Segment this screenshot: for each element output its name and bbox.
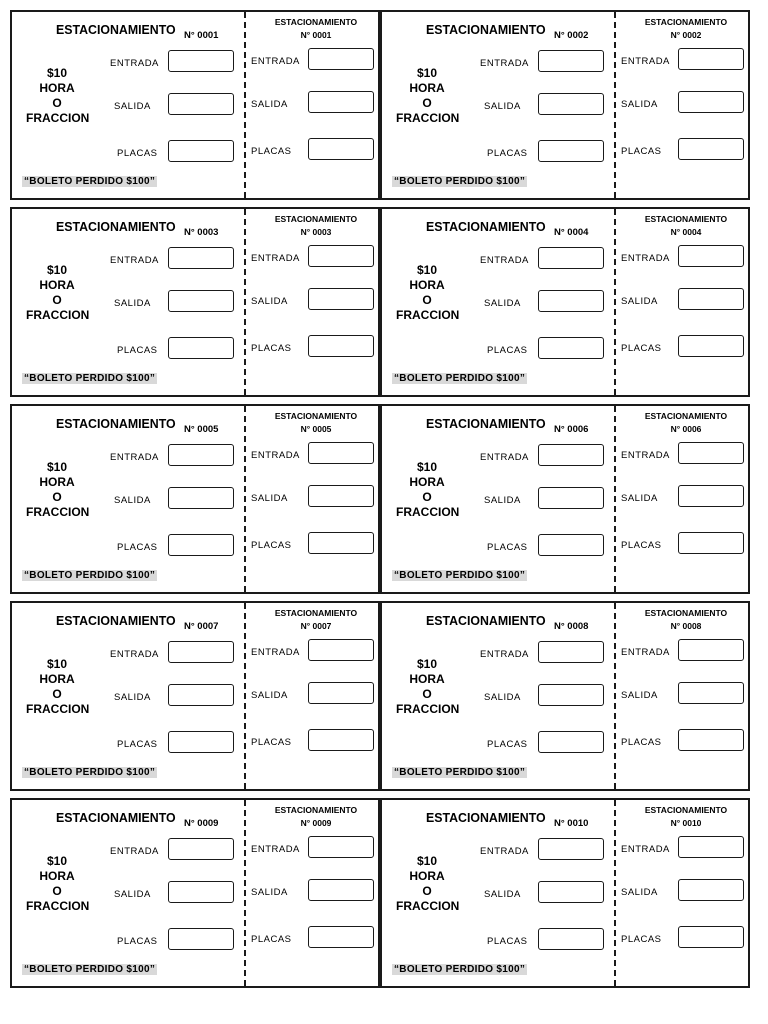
price-or: O	[52, 884, 62, 898]
stub-placas-label: PLACAS	[621, 934, 662, 945]
placas-field[interactable]	[168, 140, 234, 162]
ticket-number: N° 0004	[554, 227, 589, 238]
ticket-number: N° 0006	[554, 424, 589, 435]
stub-entrada-field[interactable]	[308, 836, 374, 858]
stub-placas-field[interactable]	[308, 729, 374, 751]
stub-placas-label: PLACAS	[621, 540, 662, 551]
salida-field[interactable]	[538, 290, 604, 312]
stub-salida-label: SALIDA	[621, 887, 658, 898]
stub-entrada-label: ENTRADA	[251, 844, 300, 855]
price-unit: HORA	[39, 475, 75, 489]
stub-title: ESTACIONAMIENTO	[274, 17, 358, 27]
entrada-label: ENTRADA	[110, 649, 159, 660]
stub-salida-field[interactable]	[308, 288, 374, 310]
ticket-title: ESTACIONAMIENTO	[56, 416, 176, 431]
stub-salida-field[interactable]	[308, 682, 374, 704]
stub-number: N° 0007	[300, 621, 332, 631]
parking-ticket	[380, 601, 750, 791]
tear-line	[244, 12, 246, 198]
stub-salida-field[interactable]	[678, 485, 744, 507]
stub-entrada-field[interactable]	[308, 48, 374, 70]
stub-entrada-field[interactable]	[678, 48, 744, 70]
stub-title: ESTACIONAMIENTO	[644, 805, 728, 815]
lost-ticket-notice: “BOLETO PERDIDO $100”	[24, 570, 156, 581]
stub-salida-field[interactable]	[308, 91, 374, 113]
price-amount: $10	[416, 854, 438, 868]
price-block	[396, 460, 458, 520]
tear-line	[244, 209, 246, 395]
stub-salida-label: SALIDA	[251, 493, 288, 504]
stub-salida-field[interactable]	[678, 879, 744, 901]
ticket-title: ESTACIONAMIENTO	[426, 810, 546, 825]
stub-entrada-label: ENTRADA	[621, 253, 670, 264]
stub-title: ESTACIONAMIENTO	[644, 17, 728, 27]
tear-line	[244, 406, 246, 592]
parking-ticket	[10, 798, 380, 988]
price-amount: $10	[46, 460, 68, 474]
price-or: O	[52, 687, 62, 701]
stub-title: ESTACIONAMIENTO	[644, 411, 728, 421]
stub-title: ESTACIONAMIENTO	[274, 805, 358, 815]
salida-field[interactable]	[538, 487, 604, 509]
placas-field[interactable]	[538, 337, 604, 359]
ticket-number: N° 0005	[184, 424, 219, 435]
price-or: O	[52, 96, 62, 110]
stub-entrada-label: ENTRADA	[621, 450, 670, 461]
placas-field[interactable]	[168, 731, 234, 753]
price-or: O	[422, 884, 432, 898]
placas-label: PLACAS	[117, 345, 158, 356]
salida-label: SALIDA	[484, 889, 521, 900]
ticket-title: ESTACIONAMIENTO	[56, 810, 176, 825]
price-or: O	[422, 490, 432, 504]
stub-placas-field[interactable]	[308, 138, 374, 160]
stub-placas-label: PLACAS	[251, 146, 292, 157]
stub-entrada-label: ENTRADA	[621, 647, 670, 658]
stub-title: ESTACIONAMIENTO	[644, 214, 728, 224]
salida-field[interactable]	[538, 881, 604, 903]
placas-label: PLACAS	[487, 739, 528, 750]
tear-line	[614, 209, 616, 395]
price-amount: $10	[46, 66, 68, 80]
entrada-label: ENTRADA	[480, 649, 529, 660]
price-block	[396, 854, 458, 914]
salida-field[interactable]	[168, 881, 234, 903]
price-or: O	[422, 687, 432, 701]
stub-entrada-field[interactable]	[678, 639, 744, 661]
entrada-field[interactable]	[538, 50, 604, 72]
tear-line	[244, 603, 246, 789]
price-fraction: FRACCION	[396, 505, 460, 519]
stub-salida-field[interactable]	[678, 288, 744, 310]
stub-entrada-label: ENTRADA	[251, 647, 300, 658]
ticket-title: ESTACIONAMIENTO	[426, 416, 546, 431]
placas-label: PLACAS	[487, 148, 528, 159]
entrada-field[interactable]	[538, 247, 604, 269]
stub-entrada-field[interactable]	[678, 245, 744, 267]
stub-salida-field[interactable]	[678, 91, 744, 113]
parking-ticket	[10, 601, 380, 791]
stub-entrada-field[interactable]	[678, 836, 744, 858]
ticket-title: ESTACIONAMIENTO	[426, 613, 546, 628]
stub-title: ESTACIONAMIENTO	[274, 411, 358, 421]
entrada-label: ENTRADA	[480, 58, 529, 69]
ticket-number: N° 0007	[184, 621, 219, 632]
tear-line	[244, 800, 246, 986]
price-block	[26, 657, 88, 717]
stub-title: ESTACIONAMIENTO	[274, 608, 358, 618]
ticket-title: ESTACIONAMIENTO	[56, 22, 176, 37]
stub-entrada-field[interactable]	[308, 442, 374, 464]
stub-salida-field[interactable]	[308, 879, 374, 901]
price-block	[26, 854, 88, 914]
entrada-label: ENTRADA	[110, 846, 159, 857]
stub-placas-label: PLACAS	[251, 934, 292, 945]
price-unit: HORA	[39, 278, 75, 292]
stub-header	[254, 213, 378, 239]
parking-ticket	[380, 207, 750, 397]
stub-number: N° 0003	[300, 227, 332, 237]
entrada-label: ENTRADA	[110, 58, 159, 69]
tear-line	[614, 800, 616, 986]
ticket-number: N° 0009	[184, 818, 219, 829]
price-unit: HORA	[409, 278, 445, 292]
stub-header	[254, 410, 378, 436]
stub-number: N° 0002	[670, 30, 702, 40]
placas-field[interactable]	[168, 928, 234, 950]
price-amount: $10	[46, 263, 68, 277]
price-fraction: FRACCION	[26, 505, 90, 519]
stub-placas-label: PLACAS	[251, 540, 292, 551]
entrada-field[interactable]	[168, 444, 234, 466]
placas-field[interactable]	[538, 928, 604, 950]
lost-ticket-notice: “BOLETO PERDIDO $100”	[24, 767, 156, 778]
placas-label: PLACAS	[487, 345, 528, 356]
stub-placas-field[interactable]	[308, 926, 374, 948]
stub-placas-field[interactable]	[678, 926, 744, 948]
entrada-field[interactable]	[168, 247, 234, 269]
stub-title: ESTACIONAMIENTO	[274, 214, 358, 224]
salida-field[interactable]	[168, 290, 234, 312]
stub-salida-field[interactable]	[308, 485, 374, 507]
entrada-field[interactable]	[538, 444, 604, 466]
price-amount: $10	[46, 657, 68, 671]
parking-ticket	[10, 10, 380, 200]
stub-number: N° 0008	[670, 621, 702, 631]
lost-ticket-notice: “BOLETO PERDIDO $100”	[394, 176, 526, 187]
stub-salida-field[interactable]	[678, 682, 744, 704]
price-unit: HORA	[39, 869, 75, 883]
lost-ticket-notice: “BOLETO PERDIDO $100”	[394, 964, 526, 975]
entrada-label: ENTRADA	[110, 452, 159, 463]
salida-label: SALIDA	[114, 692, 151, 703]
lost-ticket-notice: “BOLETO PERDIDO $100”	[24, 176, 156, 187]
price-or: O	[52, 293, 62, 307]
stub-placas-field[interactable]	[678, 138, 744, 160]
ticket-title: ESTACIONAMIENTO	[56, 219, 176, 234]
entrada-label: ENTRADA	[480, 452, 529, 463]
price-fraction: FRACCION	[396, 899, 460, 913]
stub-entrada-label: ENTRADA	[251, 253, 300, 264]
stub-placas-field[interactable]	[678, 729, 744, 751]
ticket-title: ESTACIONAMIENTO	[426, 22, 546, 37]
stub-salida-label: SALIDA	[621, 296, 658, 307]
price-unit: HORA	[39, 81, 75, 95]
price-block	[26, 66, 88, 126]
salida-field[interactable]	[168, 684, 234, 706]
parking-ticket	[10, 404, 380, 594]
stub-placas-label: PLACAS	[621, 146, 662, 157]
price-amount: $10	[416, 460, 438, 474]
salida-label: SALIDA	[114, 889, 151, 900]
salida-field[interactable]	[168, 93, 234, 115]
placas-label: PLACAS	[487, 936, 528, 947]
lost-ticket-notice: “BOLETO PERDIDO $100”	[394, 570, 526, 581]
stub-placas-field[interactable]	[678, 335, 744, 357]
parking-ticket	[380, 798, 750, 988]
stub-placas-label: PLACAS	[621, 343, 662, 354]
entrada-label: ENTRADA	[480, 255, 529, 266]
price-block	[26, 460, 88, 520]
price-or: O	[422, 96, 432, 110]
stub-salida-label: SALIDA	[621, 99, 658, 110]
stub-header	[624, 804, 748, 830]
parking-ticket	[380, 404, 750, 594]
stub-placas-field[interactable]	[308, 532, 374, 554]
price-fraction: FRACCION	[26, 308, 90, 322]
price-unit: HORA	[409, 869, 445, 883]
price-block	[396, 263, 458, 323]
price-amount: $10	[416, 66, 438, 80]
placas-label: PLACAS	[117, 739, 158, 750]
ticket-number: N° 0008	[554, 621, 589, 632]
price-block	[26, 263, 88, 323]
placas-field[interactable]	[168, 337, 234, 359]
tear-line	[614, 406, 616, 592]
stub-header	[254, 607, 378, 633]
salida-label: SALIDA	[484, 692, 521, 703]
parking-ticket	[380, 10, 750, 200]
stub-salida-label: SALIDA	[251, 99, 288, 110]
salida-field[interactable]	[538, 93, 604, 115]
price-fraction: FRACCION	[26, 111, 90, 125]
stub-number: N° 0001	[300, 30, 332, 40]
price-amount: $10	[416, 657, 438, 671]
price-fraction: FRACCION	[396, 308, 460, 322]
salida-label: SALIDA	[484, 298, 521, 309]
price-unit: HORA	[39, 672, 75, 686]
price-fraction: FRACCION	[26, 702, 90, 716]
price-unit: HORA	[409, 475, 445, 489]
price-fraction: FRACCION	[396, 111, 460, 125]
stub-entrada-field[interactable]	[308, 245, 374, 267]
salida-label: SALIDA	[484, 101, 521, 112]
entrada-field[interactable]	[168, 838, 234, 860]
stub-salida-label: SALIDA	[621, 493, 658, 504]
ticket-number: N° 0003	[184, 227, 219, 238]
stub-salida-label: SALIDA	[251, 296, 288, 307]
lost-ticket-notice: “BOLETO PERDIDO $100”	[24, 373, 156, 384]
parking-ticket	[10, 207, 380, 397]
stub-placas-field[interactable]	[308, 335, 374, 357]
stub-entrada-label: ENTRADA	[621, 56, 670, 67]
price-block	[396, 66, 458, 126]
price-or: O	[52, 490, 62, 504]
stub-number: N° 0006	[670, 424, 702, 434]
stub-entrada-label: ENTRADA	[251, 56, 300, 67]
stub-number: N° 0005	[300, 424, 332, 434]
stub-number: N° 0004	[670, 227, 702, 237]
stub-salida-label: SALIDA	[621, 690, 658, 701]
stub-placas-label: PLACAS	[621, 737, 662, 748]
lost-ticket-notice: “BOLETO PERDIDO $100”	[24, 964, 156, 975]
tear-line	[614, 603, 616, 789]
placas-field[interactable]	[538, 534, 604, 556]
placas-label: PLACAS	[117, 542, 158, 553]
stub-salida-label: SALIDA	[251, 887, 288, 898]
price-block	[396, 657, 458, 717]
ticket-title: ESTACIONAMIENTO	[426, 219, 546, 234]
placas-label: PLACAS	[117, 936, 158, 947]
salida-label: SALIDA	[484, 495, 521, 506]
ticket-number: N° 0002	[554, 30, 589, 41]
lost-ticket-notice: “BOLETO PERDIDO $100”	[394, 373, 526, 384]
stub-header	[624, 16, 748, 42]
stub-entrada-label: ENTRADA	[251, 450, 300, 461]
stub-placas-field[interactable]	[678, 532, 744, 554]
stub-placas-label: PLACAS	[251, 343, 292, 354]
placas-field[interactable]	[538, 731, 604, 753]
placas-field[interactable]	[168, 534, 234, 556]
lost-ticket-notice: “BOLETO PERDIDO $100”	[394, 767, 526, 778]
tear-line	[614, 12, 616, 198]
salida-label: SALIDA	[114, 298, 151, 309]
entrada-label: ENTRADA	[110, 255, 159, 266]
entrada-field[interactable]	[538, 838, 604, 860]
entrada-field[interactable]	[168, 50, 234, 72]
entrada-label: ENTRADA	[480, 846, 529, 857]
stub-entrada-field[interactable]	[308, 639, 374, 661]
stub-header	[624, 410, 748, 436]
placas-label: PLACAS	[117, 148, 158, 159]
ticket-number: N° 0010	[554, 818, 589, 829]
salida-field[interactable]	[538, 684, 604, 706]
placas-label: PLACAS	[487, 542, 528, 553]
stub-number: N° 0009	[300, 818, 332, 828]
placas-field[interactable]	[538, 140, 604, 162]
stub-number: N° 0010	[670, 818, 702, 828]
price-fraction: FRACCION	[396, 702, 460, 716]
stub-salida-label: SALIDA	[251, 690, 288, 701]
price-fraction: FRACCION	[26, 899, 90, 913]
stub-entrada-field[interactable]	[678, 442, 744, 464]
stub-header	[624, 607, 748, 633]
price-unit: HORA	[409, 672, 445, 686]
price-amount: $10	[416, 263, 438, 277]
ticket-title: ESTACIONAMIENTO	[56, 613, 176, 628]
entrada-field[interactable]	[168, 641, 234, 663]
stub-header	[254, 804, 378, 830]
price-or: O	[422, 293, 432, 307]
stub-placas-label: PLACAS	[251, 737, 292, 748]
stub-entrada-label: ENTRADA	[621, 844, 670, 855]
stub-header	[624, 213, 748, 239]
stub-title: ESTACIONAMIENTO	[644, 608, 728, 618]
salida-field[interactable]	[168, 487, 234, 509]
salida-label: SALIDA	[114, 101, 151, 112]
price-amount: $10	[46, 854, 68, 868]
salida-label: SALIDA	[114, 495, 151, 506]
price-unit: HORA	[409, 81, 445, 95]
stub-header	[254, 16, 378, 42]
ticket-number: N° 0001	[184, 30, 219, 41]
entrada-field[interactable]	[538, 641, 604, 663]
